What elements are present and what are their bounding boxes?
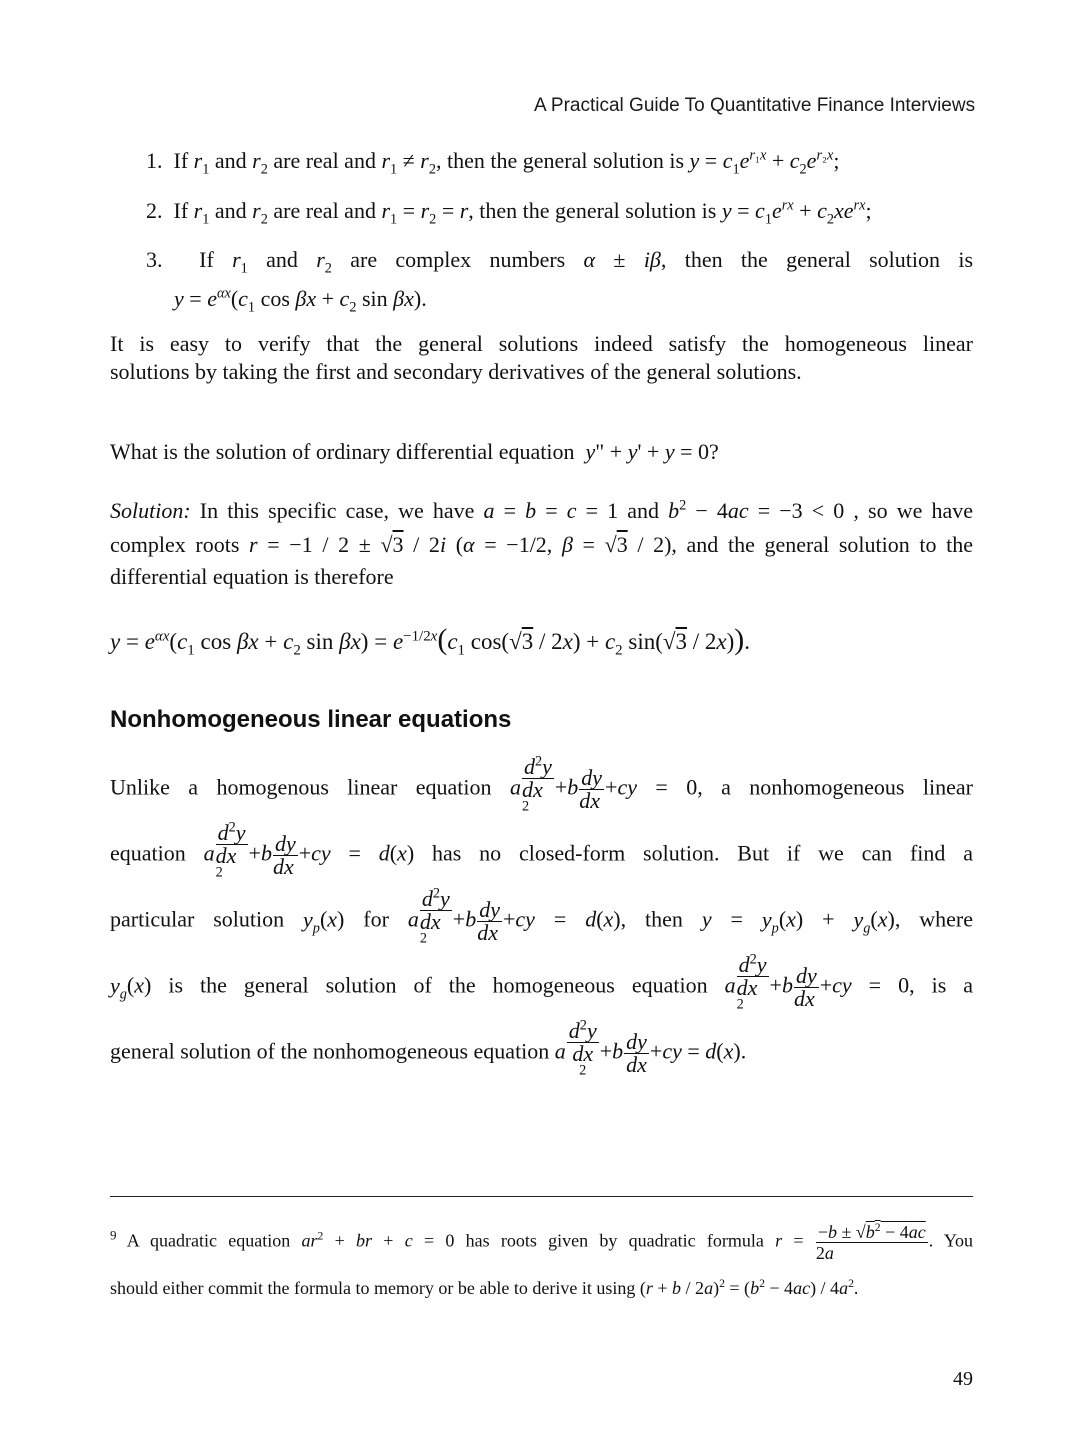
question: What is the solution of ordinary differential equation y" + y' + y = 0? bbox=[110, 439, 719, 464]
solution-line: complex roots r = −1 / 2 ± √3 / 2i (α = −1/2, β = √3 / 2), and the general solution to the bbox=[110, 532, 974, 557]
list-item: 2. If $r_1$ and $r_2$ are real and $r_1 = r_2 = r$, then the general solution is $y = c_1e^{rx} + c_2xe^{rx}$; bbox=[146, 197, 872, 228]
paragraph-line: Unlike a homogenous linear equation a $d^2y$ dx $^2$+b $\frac{dy}{dx}$ +cy = 0, a nonhomogeneous linear bbox=[110, 753, 973, 815]
paragraph-line: equation a $d^2y$ dx $^2$+b $\frac{dy}{dx}$ +cy = d(x) has no closed-form solution. But if we can find a bbox=[110, 819, 973, 881]
paragraph-line: It is easy to verify that the general solutions indeed satisfy the homogeneous linear bbox=[110, 331, 973, 356]
solution-line: differential equation is therefore bbox=[110, 564, 394, 589]
running-header: A Practical Guide To Quantitative Finance Interviews bbox=[534, 95, 976, 116]
footnote-divider bbox=[110, 1196, 973, 1197]
footnote-line: should either commit the formula to memory or be able to derive it using $(r + b / 2a)^2 = (b^2 - 4ac) / 4a^2$. bbox=[110, 1277, 859, 1298]
solution-line: Solution: In this specific case, we have a = b = c = 1 and $b^2 - 4ac = -3 < 0$ , so we have bbox=[110, 497, 973, 523]
footnote-marker: 9 bbox=[110, 1227, 117, 1243]
footnote-line: $^9$ A quadratic equation $ar^2$ + br + c = 0 has roots given by quadratic formula r = $\frac{-b \pm √b^2 - 4ac}{2a}$ . You bbox=[110, 1221, 974, 1263]
list-number: 1. bbox=[146, 148, 163, 173]
list-item: 1. If $r_1$ and $r_2$ are real and $r_1 \ne r_2$, then the general solution is $y = c_1e^{r_1x} + c_2e^{r_2x}$; bbox=[146, 147, 840, 178]
list-number: 2. bbox=[146, 198, 163, 223]
list-number: 3. bbox=[146, 247, 163, 272]
page-number: 49 bbox=[953, 1368, 973, 1390]
display-formula: $y = e^{\alpha x}(c_1$ $\cos \beta x + c_2$ $\sin \beta x) = e^{-1/2x}(c_1$ $\cos(√3 / 2x) + c_2$ sin(√3 / 2x)). bbox=[110, 623, 751, 659]
list-item-formula: $y = e^{\alpha x}(c_1$ $\cos \beta x + c_2$ sin βx). bbox=[174, 285, 427, 316]
paragraph-line: particular solution $y_p(x)$ for a $d^2y$ dx $^2$+b $\frac{dy}{dx}$ +cy = d(x), then $y = y_p(x) + y_g(x)$, where bbox=[110, 885, 973, 947]
paragraph-line: $y_g(x)$ is the general solution of the homogeneous equation a $d^2y$ dx $^2$+b $\frac{dy}{dx}$ +cy = 0, is a bbox=[110, 951, 974, 1013]
paragraph-line: general solution of the nonhomogeneous equation a $d^2y$ dx $^2$+b $\frac{dy}{dx}$ +cy = d(x). bbox=[110, 1017, 747, 1079]
list-item: 3. If $r_1$ and $r_2$ are complex numbers α ± iβ, then the general solution is bbox=[146, 247, 974, 277]
section-heading: Nonhomogeneous linear equations bbox=[110, 706, 512, 733]
paragraph-line: solutions by taking the first and secondary derivatives of the general solutions. bbox=[110, 359, 802, 384]
